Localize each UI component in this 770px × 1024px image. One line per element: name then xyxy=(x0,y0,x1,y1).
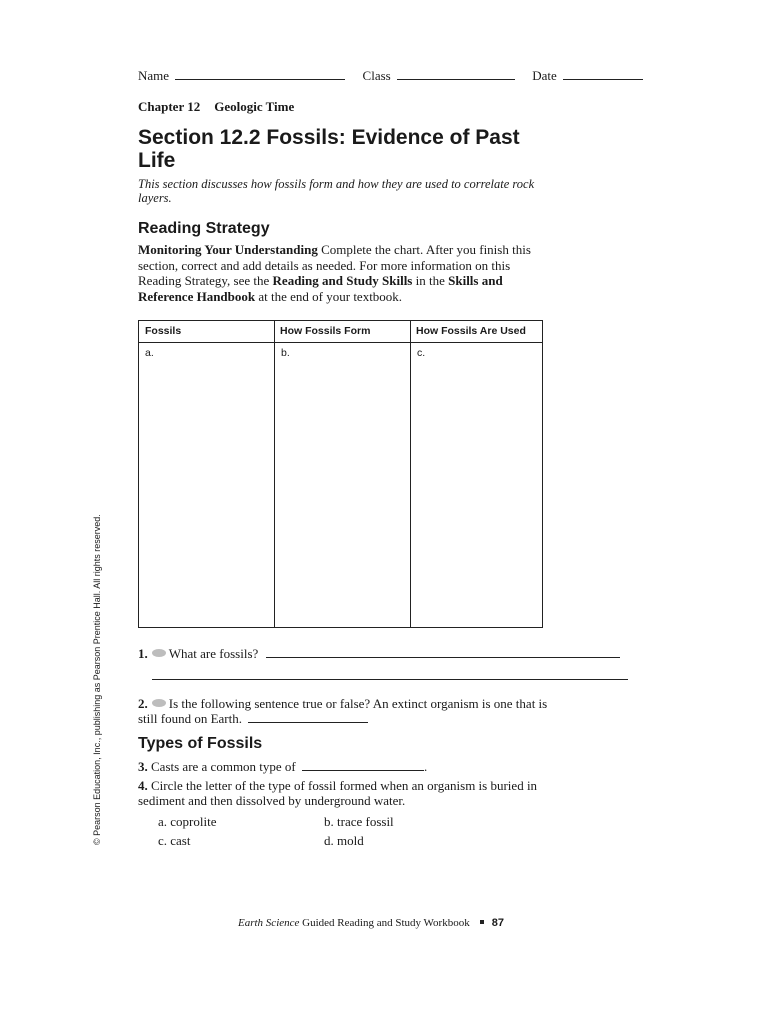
q1-answer-line-1[interactable] xyxy=(266,647,620,658)
q4-number: 4. xyxy=(138,778,148,793)
q4-option-d[interactable]: d. mold xyxy=(324,833,364,848)
q3-number: 3. xyxy=(138,759,148,774)
reading-strategy-body xyxy=(138,242,548,304)
bullet-icon xyxy=(480,920,484,924)
q4-option-a[interactable]: a. coprolite xyxy=(158,814,217,829)
class-label: Class xyxy=(362,68,391,83)
name-label: Name xyxy=(138,68,170,83)
q2-answer-line[interactable] xyxy=(248,712,368,723)
question-1 xyxy=(138,646,638,661)
col-header-how-used: How Fossils Are Used xyxy=(410,321,542,343)
rs-text-1: Complete the chart. After you finish this section, correct and add details as needed. For more information on this Reading Strategy, see the xyxy=(138,242,531,288)
chapter-number: Chapter 12 xyxy=(138,99,201,114)
reading-strategy-chart xyxy=(138,320,543,628)
q3-text: Casts are a common type of xyxy=(151,759,296,774)
date-field[interactable] xyxy=(563,69,643,80)
q3-period: . xyxy=(424,759,428,774)
q2-text: Is the following sentence true or false? An extinct organism is one that is still found on Earth. xyxy=(138,696,548,726)
types-of-fossils-heading: Types of Fossils xyxy=(138,735,263,752)
chapter-title: Geologic Time xyxy=(214,99,295,114)
q1-number: 1. xyxy=(138,646,148,661)
q2-number: 2. xyxy=(138,696,148,711)
chapter-heading xyxy=(138,99,294,115)
rs-text-2: in the xyxy=(412,273,449,288)
cell-a[interactable]: a. xyxy=(145,347,154,359)
q4-text: Circle the letter of the type of fossil formed when an organism is buried in sediment and then dissolved by underground water. xyxy=(138,778,538,808)
date-label: Date xyxy=(532,68,557,83)
key-concept-icon xyxy=(152,649,166,657)
name-field[interactable] xyxy=(175,69,345,80)
column-divider xyxy=(410,321,411,627)
section-intro: This section discusses how fossils form and how they are used to correlate rock layers. xyxy=(138,177,535,205)
section-title: Section 12.2 Fossils: Evidence of Past Life xyxy=(138,126,520,172)
col-header-how-form: How Fossils Form xyxy=(274,321,410,343)
reading-strategy-heading: Reading Strategy xyxy=(138,220,270,237)
cell-c[interactable]: c. xyxy=(417,347,426,359)
header-line xyxy=(138,68,643,84)
copyright-notice: © Pearson Education, Inc., publishing as Pearson Prentice Hall. All rights reserved. xyxy=(92,514,102,845)
cell-b[interactable]: b. xyxy=(281,347,290,359)
key-concept-icon xyxy=(152,699,166,707)
q1-text: What are fossils? xyxy=(168,646,259,661)
page-footer xyxy=(238,917,504,929)
rs-lead: Monitoring Your Understanding xyxy=(138,242,318,257)
rs-bold-1: Reading and Study Skills xyxy=(272,273,413,288)
question-4 xyxy=(138,778,538,808)
question-3 xyxy=(138,759,427,774)
q4-option-c[interactable]: c. cast xyxy=(158,833,191,848)
col-header-fossils: Fossils xyxy=(139,321,274,343)
column-divider xyxy=(274,321,275,627)
rs-bold-2: Skills and Reference Handbook xyxy=(138,273,503,304)
rs-text-3: at the end of your textbook. xyxy=(255,288,403,304)
book-title-rest: Guided Reading and Study Workbook xyxy=(299,917,470,929)
class-field[interactable] xyxy=(397,69,515,80)
q3-answer-line[interactable] xyxy=(302,760,424,771)
page-number: 87 xyxy=(491,917,504,929)
question-2 xyxy=(138,696,558,726)
q1-answer-line-2[interactable] xyxy=(152,679,628,680)
book-title-italic: Earth Science xyxy=(238,917,300,929)
q4-option-b[interactable]: b. trace fossil xyxy=(324,814,394,829)
